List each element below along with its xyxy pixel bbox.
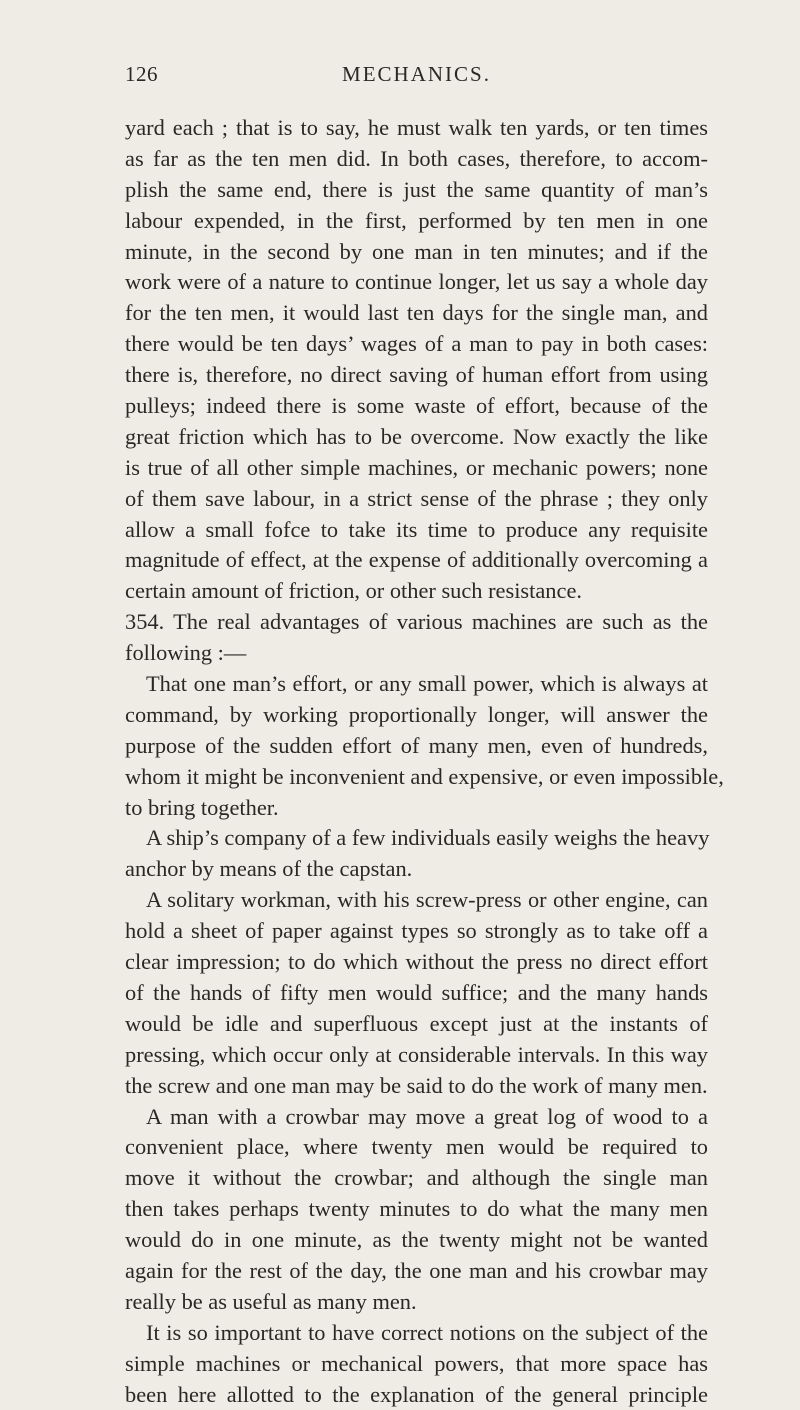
text-line: as far as the ten men did. In both cases, therefore, to accom-: [125, 145, 708, 171]
text-line: would be idle and superfluous except just at the instants of: [125, 1010, 708, 1036]
page-header: [125, 62, 708, 98]
text-line: there would be ten days’ wages of a man to pay in both cases:: [125, 331, 708, 357]
text-line: would do in one minute, as the twenty might not be wanted: [125, 1227, 708, 1253]
text-line: again for the rest of the day, the one man and his crowbar may: [125, 1257, 708, 1283]
text-line: following :—: [125, 640, 247, 666]
body-text: [125, 113, 724, 1410]
text-line: purpose of the sudden effort of many men, even of hundreds,: [125, 732, 708, 758]
text-line: pressing, which occur only at considerable intervals. In this way: [125, 1041, 708, 1067]
text-line: plish the same end, there is just the same quantity of man’s: [125, 176, 708, 202]
section-heading-line: 354. The real advantages of various machines are such as the: [125, 609, 708, 635]
text-line: command, by working proportionally longer, will answer the: [125, 701, 708, 727]
text-line: for the ten men, it would last ten days for the single man, and: [125, 300, 708, 326]
text-line: of the hands of fifty men would suffice; and the many hands: [125, 979, 708, 1005]
text-line: clear impression; to do which without the press no direct effort: [125, 949, 708, 975]
text-line: hold a sheet of paper against types so strongly as to take off a: [125, 918, 708, 944]
paragraph-start: A solitary workman, with his screw-press or other engine, can: [146, 887, 708, 913]
text-line: anchor by means of the capstan.: [125, 856, 413, 882]
text-line: certain amount of friction, or other such resistance.: [125, 578, 582, 604]
text-line: labour expended, in the first, performed by ten men in one: [125, 207, 708, 233]
text-line: then takes perhaps twenty minutes to do what the many men: [125, 1196, 708, 1222]
text-line: convenient place, where twenty men would be required to: [125, 1134, 708, 1160]
running-title: MECHANICS.: [342, 62, 491, 86]
text-line: magnitude of effect, at the expense of additionally overcoming a: [125, 547, 708, 573]
text-line: of them save labour, in a strict sense of the phrase ; they only: [125, 485, 708, 511]
text-line: been here allotted to the explanation of the general principle: [125, 1381, 708, 1407]
paragraph-start: It is so important to have correct notions on the subject of the: [146, 1319, 708, 1345]
text-line: allow a small fofce to take its time to produce any requisite: [125, 516, 708, 542]
text-line: the screw and one man may be said to do the work of many men.: [125, 1072, 708, 1098]
text-line: is true of all other simple machines, or mechanic powers; none: [125, 454, 708, 480]
text-line: minute, in the second by one man in ten minutes; and if the: [125, 238, 708, 264]
text-line: simple machines or mechanical powers, that more space has: [125, 1350, 708, 1376]
text-line: work were of a nature to continue longer, let us say a whole day: [125, 269, 708, 295]
text-line: whom it might be inconvenient and expensive, or even impossible,: [125, 763, 724, 789]
paragraph-start: A ship’s company of a few individuals easily weighs the heavy: [146, 825, 710, 851]
paragraph-start: A man with a crowbar may move a great log of wood to a: [146, 1103, 708, 1129]
text-line: pulleys; indeed there is some waste of effort, because of the: [125, 393, 708, 419]
text-line: great friction which has to be overcome. Now exactly the like: [125, 423, 708, 449]
text-line: move it without the crowbar; and although the single man: [125, 1165, 708, 1191]
text-line: there is, therefore, no direct saving of human effort from using: [125, 362, 708, 388]
page-number: 126: [125, 62, 158, 86]
paragraph-start: That one man’s effort, or any small power, which is always at: [146, 671, 708, 697]
text-line: to bring together.: [125, 794, 279, 820]
text-line: yard each ; that is to say, he must walk ten yards, or ten times: [125, 115, 708, 140]
text-line: really be as useful as many men.: [125, 1288, 417, 1314]
